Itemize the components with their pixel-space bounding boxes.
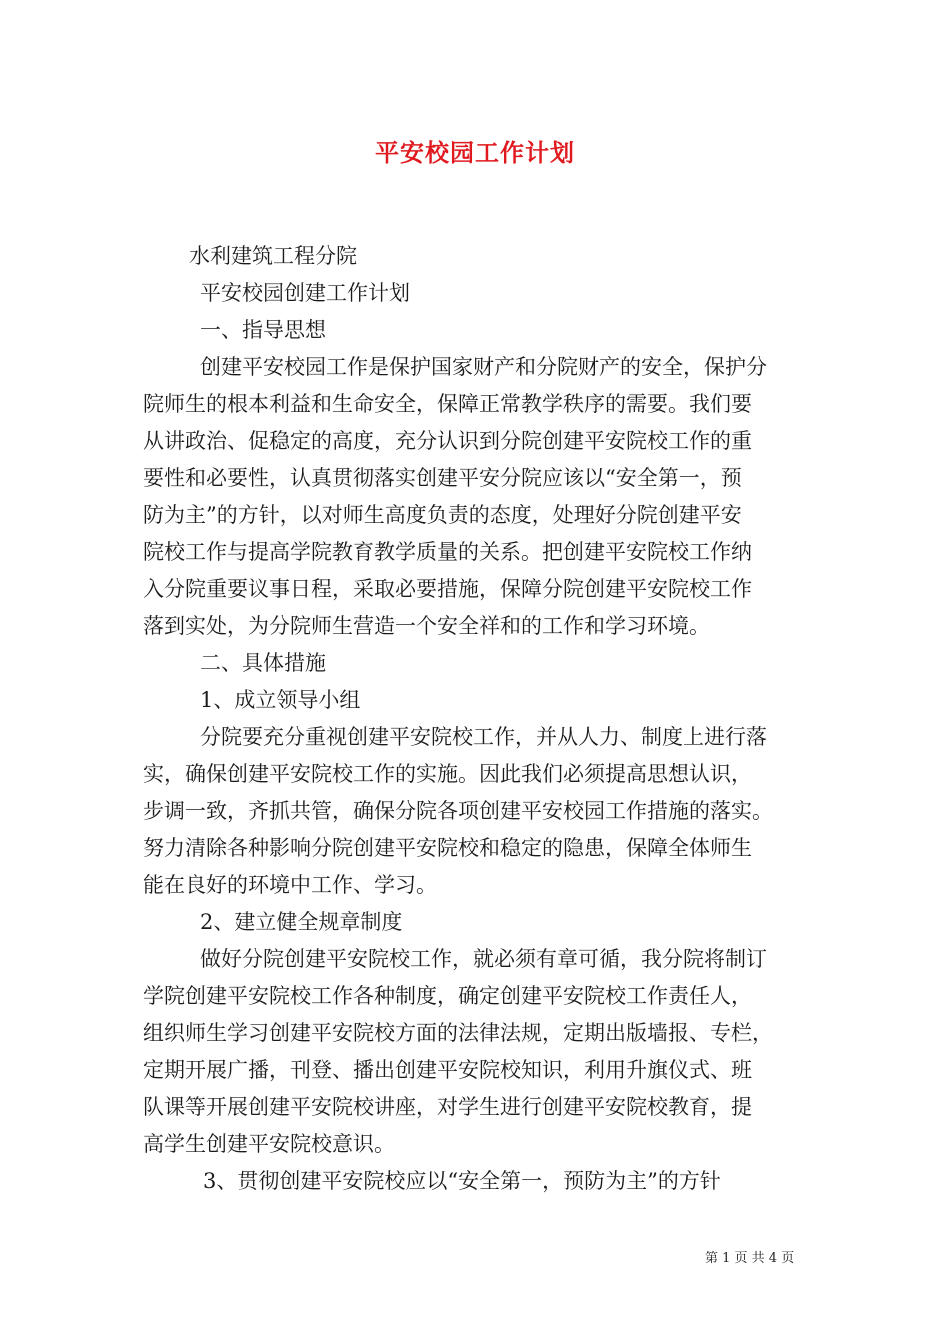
unit-name: 水利建筑工程分院 — [189, 244, 357, 268]
paragraph-line: 要性和必要性，认真贯彻落实创建平安分院应该以“安全第一，预 — [143, 466, 742, 490]
section-heading: 二、具体措施 — [200, 651, 326, 675]
paragraph-line: 入分院重要议事日程，采取必要措施，保障分院创建平安院校工作 — [143, 577, 752, 601]
paragraph-line: 队课等开展创建平安院校讲座，对学生进行创建平安院校教育，提 — [143, 1095, 752, 1119]
page-number: 第 1 页 共 4 页 — [705, 1251, 795, 1266]
section-heading: 一、指导思想 — [200, 318, 326, 342]
paragraph-line: 步调一致，齐抓共管，确保分院各项创建平安校园工作措施的落实。 — [143, 799, 773, 823]
paragraph-line: 创建平安校园工作是保护国家财产和分院财产的安全，保护分 — [200, 355, 767, 379]
paragraph-line: 落到实处，为分院师生营造一个安全祥和的工作和学习环境。 — [143, 614, 710, 638]
paragraph-line: 实，确保创建平安院校工作的实施。因此我们必须提高思想认识， — [143, 762, 752, 786]
paragraph-line: 定期开展广播，刊登、播出创建平安院校知识，利用升旗仪式、班 — [143, 1058, 752, 1082]
paragraph-line: 做好分院创建平安院校工作，就必须有章可循，我分院将制订 — [200, 947, 767, 971]
subsection-heading: 1、成立领导小组 — [200, 688, 361, 712]
document-body — [143, 238, 811, 1200]
paragraph-line: 从讲政治、促稳定的高度，充分认识到分院创建平安院校工作的重 — [143, 429, 752, 453]
subsection-heading: 3、贯彻创建平安院校应以“安全第一，预防为主”的方针 — [203, 1169, 721, 1193]
paragraph-line: 院校工作与提高学院教育教学质量的关系。把创建平安院校工作纳 — [143, 540, 752, 564]
paragraph-line: 组织师生学习创建平安院校方面的法律法规，定期出版墙报、专栏， — [143, 1021, 773, 1045]
document-title: 平安校园工作计划 — [375, 138, 575, 167]
paragraph-line: 学院创建平安院校工作各种制度，确定创建平安院校工作责任人， — [143, 984, 752, 1008]
subsection-heading: 2、建立健全规章制度 — [200, 910, 403, 934]
plan-subtitle: 平安校园创建工作计划 — [200, 281, 410, 305]
paragraph-line: 院师生的根本利益和生命安全，保障正常教学秩序的需要。我们要 — [143, 392, 752, 416]
paragraph-line: 能在良好的环境中工作、学习。 — [143, 873, 437, 897]
paragraph-line: 防为主”的方针，以对师生高度负责的态度，处理好分院创建平安 — [143, 503, 742, 527]
paragraph-line: 分院要充分重视创建平安院校工作，并从人力、制度上进行落 — [200, 725, 767, 749]
paragraph-line: 高学生创建平安院校意识。 — [143, 1132, 395, 1156]
paragraph-line: 努力清除各种影响分院创建平安院校和稳定的隐患，保障全体师生 — [143, 836, 752, 860]
